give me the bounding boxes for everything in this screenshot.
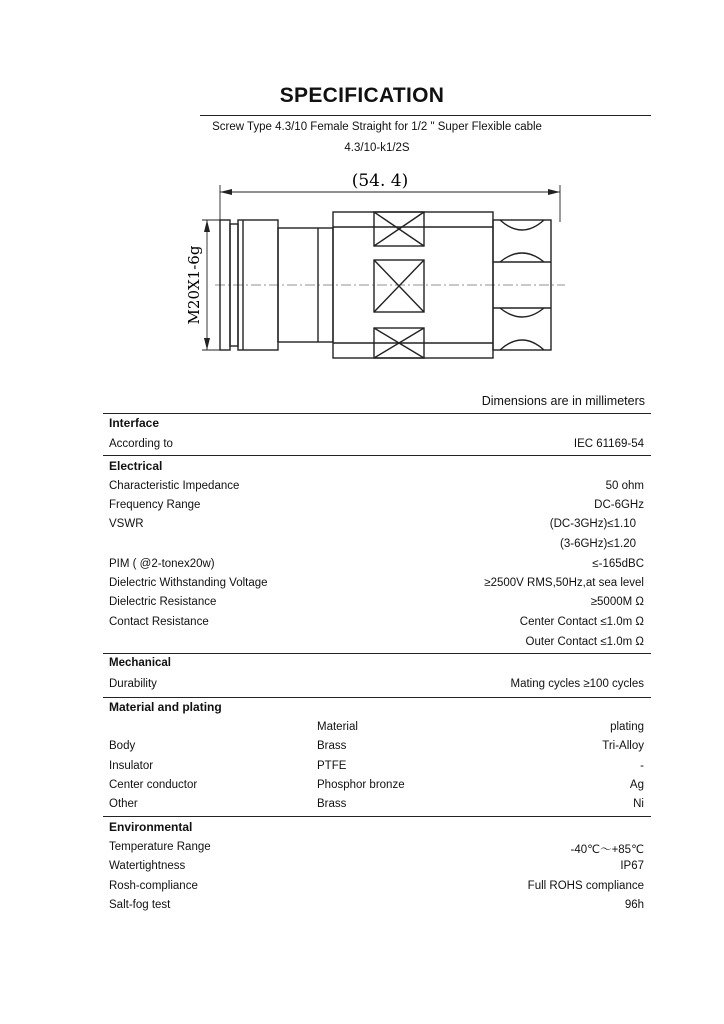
spec-value: ≤-165dBC [592, 558, 644, 570]
spec-row-durability [109, 678, 644, 696]
spec-row-temperature [109, 841, 644, 859]
divider [103, 697, 651, 698]
spec-label: According to [109, 438, 173, 450]
spec-value: -40℃～+85℃ [570, 844, 644, 856]
connector-drawing [170, 160, 590, 360]
spec-row-according-to [109, 438, 644, 456]
material-value: Brass [317, 740, 347, 752]
spec-label: Rosh-compliance [109, 880, 198, 892]
spec-label: Durability [109, 678, 157, 690]
section-mechanical: Mechanical [109, 657, 171, 669]
thread-label: M20X1-6g [185, 245, 203, 325]
spec-row-impedance [109, 480, 644, 498]
spec-label: Characteristic Impedance [109, 480, 240, 492]
spec-value: IP67 [620, 860, 644, 872]
material-row-insulator [109, 760, 644, 778]
spec-value: Mating cycles ≥100 cycles [510, 678, 644, 690]
material-column-header: Material [317, 721, 358, 733]
spec-value: 96h [624, 899, 644, 911]
spec-row-dielectric-resistance [109, 596, 644, 614]
material-value: Brass [317, 798, 347, 810]
spec-row-watertightness [109, 860, 644, 878]
model-number: 4.3/10-k1/2S [344, 142, 410, 154]
spec-row-contact-resistance [109, 616, 644, 634]
spec-label: PIM ( @2-tonex20w) [109, 558, 215, 570]
part-label: Body [109, 740, 136, 752]
spec-label: VSWR [109, 518, 144, 530]
material-value: Phosphor bronze [317, 779, 405, 791]
spec-row-frequency [109, 499, 644, 517]
spec-row-pim [109, 558, 644, 576]
spec-row-vswr [109, 518, 644, 536]
material-row-body [109, 740, 644, 758]
dimension-note: Dimensions are in millimeters [481, 394, 645, 408]
spec-value: Outer Contact ≤1.0m Ω [525, 636, 644, 648]
spec-value: ≥2500V RMS,50Hz,at sea level [484, 577, 644, 589]
spec-value: IEC 61169-54 [573, 438, 644, 450]
divider [103, 413, 651, 414]
material-value: PTFE [317, 760, 347, 772]
spec-label: Salt-fog test [109, 899, 171, 911]
spec-value: Center Contact ≤1.0m Ω [519, 616, 644, 628]
section-environmental: Environmental [109, 820, 193, 834]
plating-value: Ni [633, 798, 644, 810]
divider [103, 653, 651, 654]
spec-value: Full ROHS compliance [527, 880, 644, 892]
spec-label: Frequency Range [109, 499, 201, 511]
spec-value: ≥5000M Ω [590, 596, 644, 608]
spec-value: (DC-3GHz)≤1.10 [549, 518, 636, 530]
overall-length-label: (54. 4) [351, 171, 409, 191]
material-row-center-conductor [109, 779, 644, 797]
spec-row-salt-fog [109, 899, 644, 917]
material-header-row [109, 721, 644, 739]
spec-value: 50 ohm [605, 480, 644, 492]
spec-row-rohs [109, 880, 644, 898]
spec-label: Temperature Range [109, 841, 211, 853]
spec-label: Dielectric Withstanding Voltage [109, 577, 268, 589]
page-title: SPECIFICATION [279, 84, 445, 107]
section-interface: Interface [109, 416, 160, 430]
spec-value: DC-6GHz [594, 499, 644, 511]
plating-value: Tri-Alloy [602, 740, 644, 752]
part-label: Insulator [109, 760, 154, 772]
spec-label: Contact Resistance [109, 616, 209, 628]
spec-value: (3-6GHz)≤1.20 [560, 538, 636, 550]
spec-row-contact-resistance-2 [109, 636, 644, 654]
divider [103, 455, 651, 456]
product-description: Screw Type 4.3/10 Female Straight for 1/2 " Super Flexible cable [212, 121, 542, 133]
spec-label: Dielectric Resistance [109, 596, 217, 608]
plating-value: Ag [629, 779, 644, 791]
part-label: Center conductor [109, 779, 198, 791]
section-electrical: Electrical [109, 459, 163, 473]
part-label: Other [109, 798, 138, 810]
plating-column-header: plating [610, 721, 644, 733]
spec-row-vswr-2 [109, 538, 644, 556]
divider [103, 816, 651, 817]
title-underline [200, 115, 651, 116]
spec-row-withstanding-voltage [109, 577, 644, 595]
section-material: Material and plating [109, 700, 222, 714]
plating-value: - [640, 760, 644, 772]
spec-label: Watertightness [109, 860, 186, 872]
material-row-other [109, 798, 644, 816]
